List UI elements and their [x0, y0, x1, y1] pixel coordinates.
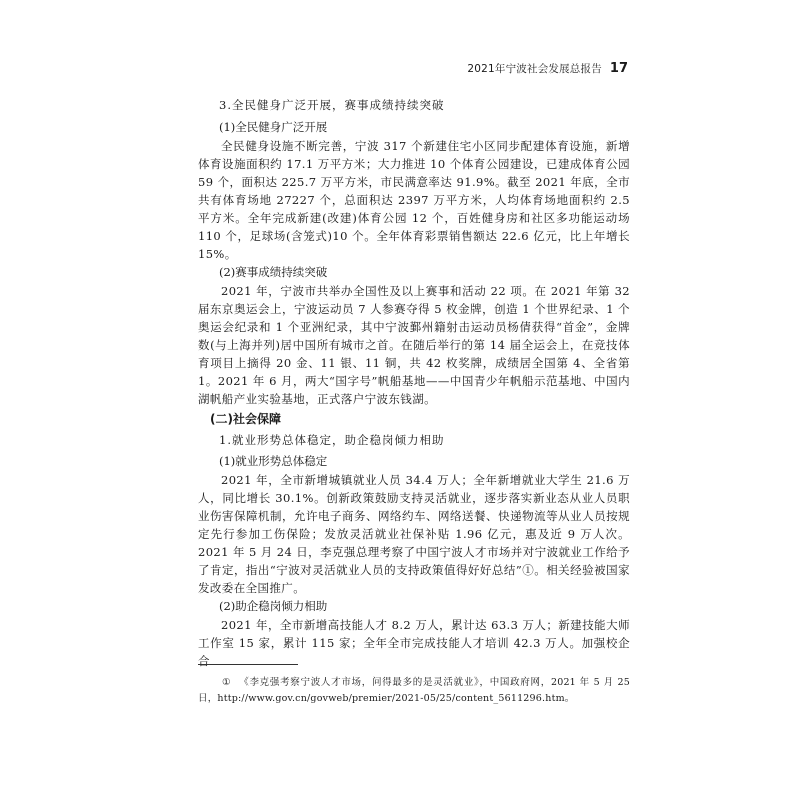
footnote	[198, 675, 630, 707]
heading-fitness: 3.全民健身广泛开展，赛事成绩持续突破	[219, 98, 445, 112]
paragraph-support: 2021 年，全市新增高技能人才 8.2 万人，累计达 63.3 万人；新建技能大师工作室 15 家，累计 115 家；全年全市完成技能人才培训 42.3 万人。加强校企合	[198, 618, 630, 668]
heading-employment: 1.就业形势总体稳定，助企稳岗倾力相助	[219, 433, 445, 447]
subheading-employment: (1)就业形势总体稳定	[219, 454, 328, 468]
subheading-fitness: (1)全民健身广泛开展	[219, 120, 328, 134]
running-header	[467, 61, 628, 76]
footnote-marker: ①	[222, 677, 232, 688]
section-heading-social-security: (二)社会保障	[210, 412, 281, 426]
footnote-divider	[198, 664, 298, 665]
footnote-text: 《李克强考察宁波人才市场，问得最多的是灵活就业》，中国政府网，2021 年 5 月 25 日，http://www.gov.cn/govweb/premier/2021-05/25/content_5611296.htm。	[198, 677, 630, 704]
running-title: 2021年宁波社会发展总报告	[467, 63, 602, 75]
main-text	[198, 96, 630, 670]
subheading-events: (2)赛事成绩持续突破	[219, 265, 328, 279]
paragraph-employment: 2021 年，全市新增城镇就业人员 34.4 万人；全年新增就业大学生 21.6 万人，同比增长 30.1%。创新政策鼓励支持灵活就业，逐步落实新业态从业人员职业伤害保障机制，允许电子商务、网络约车、网络送餐、快递物流等从业人员按规定先行参加工伤保险；发放灵活就业社保补贴 1.96 亿元，惠及近 9 万人次。2021 年 5 月 24 日，李克强总理考察了中国宁波人才市场并对宁波就业工作给予了肯定，指出“宁波对灵活就业人员的支持政策值得好好总结”①。相关经验被国家发改委在全国推广。	[198, 473, 630, 595]
paragraph-fitness: 全民健身设施不断完善，宁波 317 个新建住宅小区同步配建体育设施，新增体育设施面积约 17.1 万平方米；大力推进 10 个体育公园建设，已建成体育公园 59 个，面积达 225.7 万平方米，市民满意率达 91.9%。截至 2021 年底，全市共有体育场地 27227 个，总面积达 2397 万平方米，人均体育场地面积约 2.5 平方米。全年完成新建(改建)体育公园 12 个，百姓健身房和社区多功能运动场 110 个，足球场(含笼式)10 个。全年体育彩票销售额达 22.6 亿元，比上年增长 15%。	[198, 139, 630, 261]
page-number: 17	[609, 61, 628, 76]
subheading-support: (2)助企稳岗倾力相助	[219, 599, 328, 613]
paragraph-events: 2021 年，宁波市共举办全国性及以上赛事和活动 22 项。在 2021 年第 32 届东京奥运会上，宁波运动员 7 人参赛夺得 5 枚金牌，创造 1 个世界纪录、1 个奥运会纪录和 1 个亚洲纪录，其中宁波鄞州籍射击运动员杨倩获得“首金”，金牌数(与上海并列)居中国所有城市之首。在随后举行的第 14 届全运会上，在竞技体育项目上摘得 20 金、11 银、11 铜，共 42 枚奖牌，成绩居全国第 4、全省第 1。2021 年 6 月，两大“国字号”帆船基地——中国青少年帆船示范基地、中国内湖帆船产业实验基地，正式落户宁波东钱湖。	[198, 284, 630, 406]
